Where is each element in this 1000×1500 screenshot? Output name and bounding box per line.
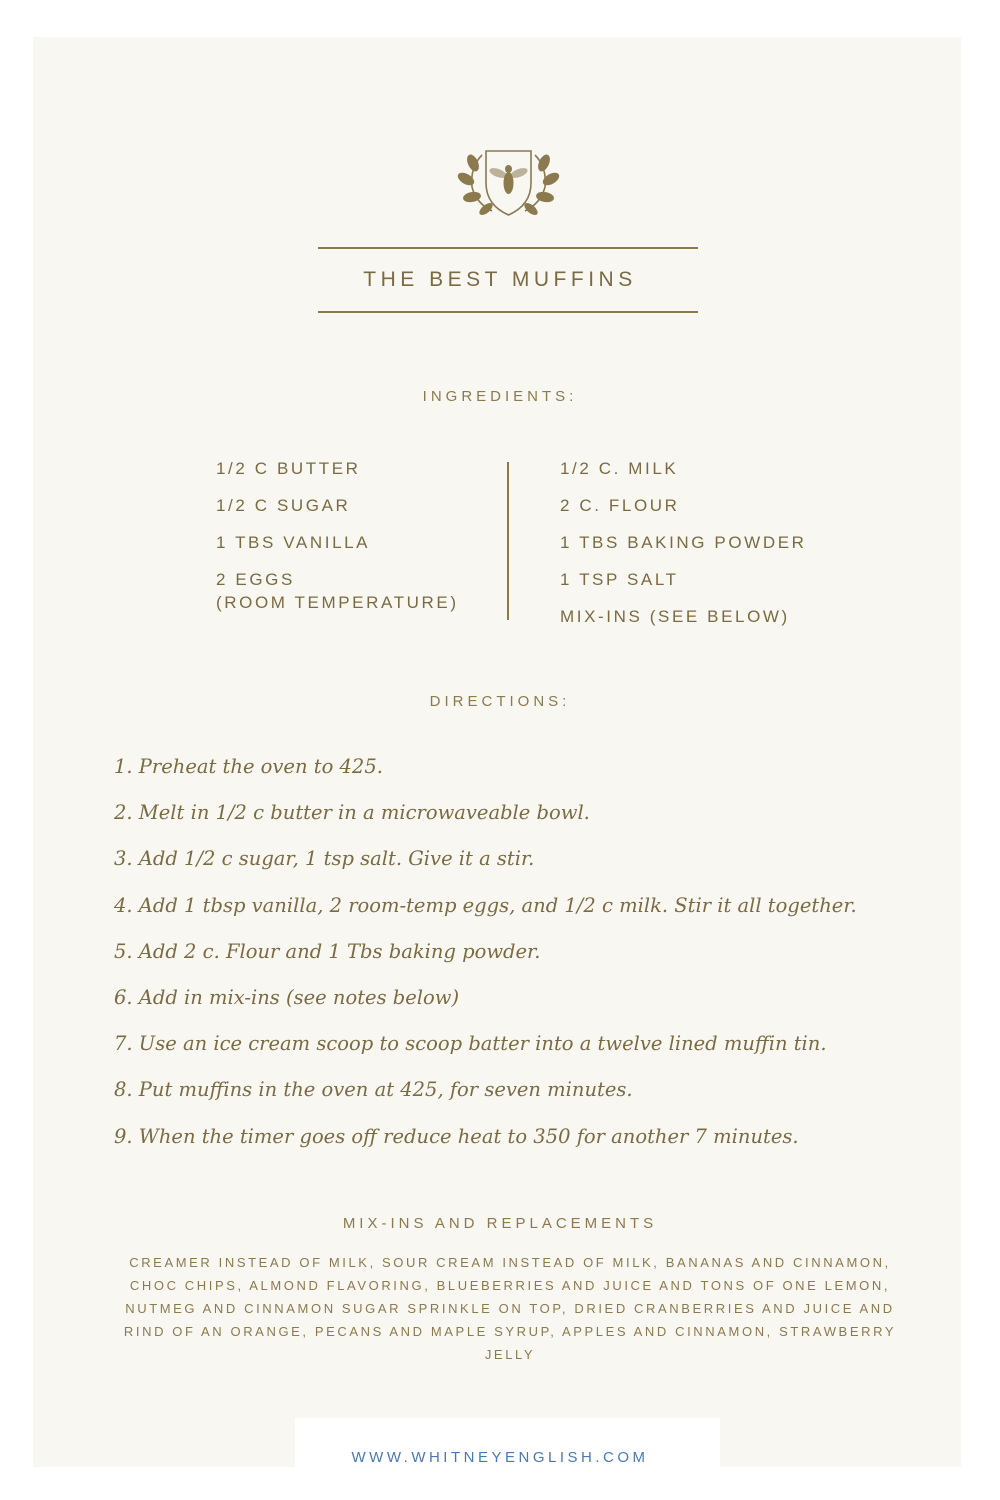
page-title: THE BEST MUFFINS	[363, 268, 637, 291]
direction-step: 6. Add in mix-ins (see notes below)	[114, 985, 460, 1009]
ingredients-left-column	[216, 457, 459, 628]
title-bottom-rule	[318, 311, 698, 313]
direction-step: 4. Add 1 tbsp vanilla, 2 room-temp eggs, and 1/2 c milk. Stir it all together.	[114, 893, 857, 917]
ingredient-item: 1/2 C. MILK	[560, 459, 679, 478]
direction-step: 3. Add 1/2 c sugar, 1 tsp salt. Give it a stir.	[114, 847, 535, 871]
direction-step: 1. Preheat the oven to 425.	[114, 755, 383, 778]
mixins-heading: MIX-INS AND REPLACEMENTS	[342, 1215, 658, 1232]
footer-website-link[interactable]: WWW.WHITNEYENGLISH.COM	[351, 1449, 649, 1466]
direction-step: 5. Add 2 c. Flour and 1 Tbs baking powder.	[114, 939, 541, 963]
ingredient-item: 2 EGGS (ROOM TEMPERATURE)	[216, 570, 459, 612]
direction-step: 8. Put muffins in the oven at 425, for seven minutes.	[114, 1078, 633, 1102]
ingredients-right-column	[560, 457, 807, 642]
ingredients-heading: INGREDIENTS:	[422, 388, 578, 405]
mixins-text: CREAMER INSTEAD OF MILK, SOUR CREAM INSTEAD OF MILK, BANANAS AND CINNAMON, CHOC CHIPS, ALMOND FLAVORING, BLUEBERRIES AND JUICE AND TONS OF ONE LEMON, NUTMEG AND CINNAMON SUGAR SPRINKLE ON TOP, DRIED CRANBERRIES AND JUICE AND RIND OF AN ORANGE, PECANS AND MAPLE SYRUP, APPLES AND CINNAMON, STRAWBERRY JELLY	[123, 1255, 897, 1362]
directions-list	[114, 752, 914, 1168]
direction-step: 2. Melt in 1/2 c butter in a microwaveable bowl.	[114, 801, 590, 825]
ingredient-item: 1 TBS BAKING POWDER	[560, 533, 807, 552]
ingredient-item: 2 C. FLOUR	[560, 496, 680, 515]
bee-crest-icon	[456, 143, 561, 221]
title-top-rule	[318, 247, 698, 249]
direction-step: 9. When the timer goes off reduce heat to 350 for another 7 minutes.	[114, 1124, 799, 1148]
ingredient-item: MIX-INS (SEE BELOW)	[560, 607, 790, 626]
ingredient-item: 1/2 C BUTTER	[216, 459, 361, 478]
direction-step: 7. Use an ice cream scoop to scoop batter into a twelve lined muffin tin.	[114, 1032, 827, 1056]
directions-heading: DIRECTIONS:	[429, 693, 571, 710]
ingredients-column-divider	[507, 462, 509, 620]
ingredient-item: 1 TSP SALT	[560, 570, 679, 589]
ingredient-item: 1 TBS VANILLA	[216, 533, 371, 552]
ingredient-item: 1/2 C SUGAR	[216, 496, 351, 515]
